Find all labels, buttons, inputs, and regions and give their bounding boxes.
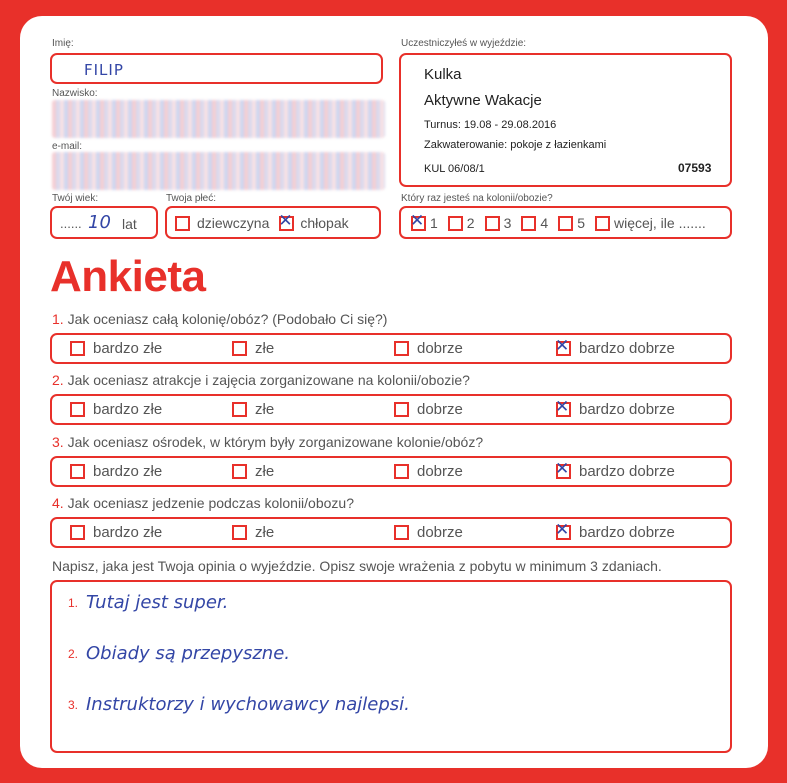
check-mark-icon: ✕	[555, 459, 570, 479]
surname-label: Nazwisko:	[52, 88, 98, 99]
rating-checkbox[interactable]	[232, 341, 247, 356]
times-5-checkbox[interactable]	[558, 216, 573, 231]
times-4-checkbox[interactable]	[521, 216, 536, 231]
age-dots: ......	[60, 216, 82, 231]
rating-label: złe	[255, 463, 275, 480]
trip-number: 07593	[678, 161, 712, 175]
gender-label: Twoja płeć:	[166, 193, 217, 204]
trip-company: Aktywne Wakacje	[424, 92, 542, 109]
gender-boy-checkbox[interactable]	[278, 210, 294, 231]
rating-checkbox[interactable]	[555, 520, 571, 540]
question-number: 2.	[52, 372, 68, 388]
trip-code: KUL 06/08/1	[424, 163, 485, 175]
question-number: 3.	[52, 434, 68, 450]
times-4-label: 4	[540, 215, 549, 231]
question-3-options	[50, 456, 732, 487]
times-1-checkbox[interactable]	[410, 210, 426, 231]
rating-checkbox[interactable]	[70, 464, 85, 479]
question-4-text	[52, 495, 354, 511]
opinion-number: 1.	[68, 595, 79, 610]
email-label: e-mail:	[52, 141, 83, 152]
times-more-checkbox[interactable]	[595, 216, 610, 231]
rating-checkbox[interactable]	[555, 336, 571, 356]
rating-checkbox[interactable]	[555, 397, 571, 417]
rating-option[interactable]	[70, 335, 162, 362]
check-mark-icon: ✕	[555, 520, 570, 540]
question-4-options	[50, 517, 732, 548]
rating-checkbox[interactable]	[394, 525, 409, 540]
trip-label: Uczestniczyłeś w wyjeździe:	[401, 38, 527, 49]
rating-label: dobrze	[417, 401, 463, 418]
rating-option[interactable]	[232, 519, 274, 546]
rating-label: bardzo dobrze	[579, 524, 675, 541]
check-mark-icon: ✕	[410, 210, 425, 231]
times-more-label: więcej, ile .......	[613, 215, 706, 231]
opinion-line-1	[68, 592, 228, 613]
question-2-options	[50, 394, 732, 425]
question-number: 1.	[52, 311, 68, 327]
question-label: Jak oceniasz jedzenie podczas kolonii/obozu?	[67, 495, 354, 511]
name-label: Imię:	[52, 38, 74, 49]
times-2-label: 2	[466, 215, 475, 231]
age-label: Twój wiek:	[52, 193, 99, 204]
rating-label: bardzo złe	[93, 524, 163, 541]
name-field[interactable]	[50, 53, 383, 84]
rating-checkbox[interactable]	[394, 464, 409, 479]
rating-checkbox[interactable]	[70, 402, 85, 417]
rating-checkbox[interactable]	[394, 402, 409, 417]
trip-accommodation: Zakwaterowanie: pokoje z łazienkami	[424, 139, 607, 151]
rating-label: złe	[255, 340, 275, 357]
opinion-text: Obiady są przepyszne.	[86, 643, 291, 664]
rating-label: złe	[255, 401, 275, 418]
times-field	[399, 206, 732, 239]
opinion-prompt: Napisz, jaka jest Twoja opinia o wyjeździe. Opisz swoje wrażenia z pobytu w minimum 3 zdaniach.	[52, 558, 662, 574]
check-mark-icon: ✕	[555, 397, 570, 417]
rating-checkbox[interactable]	[555, 459, 571, 479]
rating-option[interactable]	[556, 458, 675, 485]
question-1-options	[50, 333, 732, 364]
question-3-text	[52, 434, 483, 450]
opinion-line-3	[68, 694, 410, 715]
gender-boy-label: chłopak	[300, 215, 349, 231]
check-mark-icon: ✕	[555, 336, 570, 356]
times-3-checkbox[interactable]	[485, 216, 500, 231]
question-label: Jak oceniasz atrakcje i zajęcia zorganizowane na kolonii/obozie?	[67, 372, 470, 388]
times-1-label: 1	[430, 215, 438, 231]
rating-option[interactable]	[70, 458, 162, 485]
rating-checkbox[interactable]	[70, 341, 85, 356]
redacted-email	[52, 152, 385, 190]
rating-option[interactable]	[394, 519, 463, 546]
page-title: Ankieta	[50, 252, 206, 301]
rating-option[interactable]	[232, 335, 274, 362]
rating-label: dobrze	[417, 524, 463, 541]
opinion-number: 2.	[68, 646, 79, 661]
trip-turnus: Turnus: 19.08 - 29.08.2016	[424, 119, 557, 131]
trip-place: Kulka	[424, 66, 462, 83]
rating-checkbox[interactable]	[232, 464, 247, 479]
rating-option[interactable]	[232, 396, 274, 423]
rating-option[interactable]	[556, 396, 675, 423]
rating-label: bardzo złe	[93, 340, 163, 357]
gender-field	[165, 206, 381, 239]
gender-girl-checkbox[interactable]	[175, 216, 190, 231]
redacted-surname	[52, 100, 385, 138]
rating-checkbox[interactable]	[394, 341, 409, 356]
check-mark-icon: ✕	[278, 210, 293, 231]
gender-girl-label: dziewczyna	[197, 215, 270, 231]
times-label: Który raz jesteś na kolonii/obozie?	[401, 193, 553, 204]
rating-option[interactable]	[232, 458, 274, 485]
rating-option[interactable]	[394, 396, 463, 423]
question-label: Jak oceniasz całą kolonię/obóz? (Podobało Ci się?)	[67, 311, 388, 327]
rating-label: bardzo dobrze	[579, 401, 675, 418]
opinion-number: 3.	[68, 697, 79, 712]
rating-option[interactable]	[394, 458, 463, 485]
rating-option[interactable]	[394, 335, 463, 362]
rating-option[interactable]	[556, 335, 675, 362]
rating-checkbox[interactable]	[232, 525, 247, 540]
times-5-label: 5	[577, 215, 585, 231]
rating-label: bardzo dobrze	[579, 463, 675, 480]
age-field[interactable]	[50, 206, 158, 239]
rating-checkbox[interactable]	[232, 402, 247, 417]
question-number: 4.	[52, 495, 68, 511]
age-unit: lat	[122, 216, 137, 232]
times-3-label: 3	[503, 215, 512, 231]
opinion-text: Instruktorzy i wychowawcy najlepsi.	[86, 694, 410, 715]
opinion-line-2	[68, 643, 290, 664]
name-value: FILIP	[84, 61, 124, 79]
rating-label: bardzo dobrze	[579, 340, 675, 357]
rating-option[interactable]	[70, 396, 162, 423]
rating-label: bardzo złe	[93, 463, 163, 480]
rating-option[interactable]	[556, 519, 675, 546]
opinion-text: Tutaj jest super.	[86, 592, 229, 613]
rating-checkbox[interactable]	[70, 525, 85, 540]
question-1-text	[52, 311, 387, 327]
times-2-checkbox[interactable]	[448, 216, 463, 231]
question-label: Jak oceniasz ośrodek, w którym były zorganizowane kolonie/obóz?	[67, 434, 484, 450]
rating-option[interactable]	[70, 519, 162, 546]
rating-label: dobrze	[417, 463, 463, 480]
rating-label: bardzo złe	[93, 401, 163, 418]
rating-label: złe	[255, 524, 275, 541]
trip-info-box	[399, 53, 732, 187]
question-2-text	[52, 372, 470, 388]
age-value: 10	[88, 212, 111, 233]
rating-label: dobrze	[417, 340, 463, 357]
